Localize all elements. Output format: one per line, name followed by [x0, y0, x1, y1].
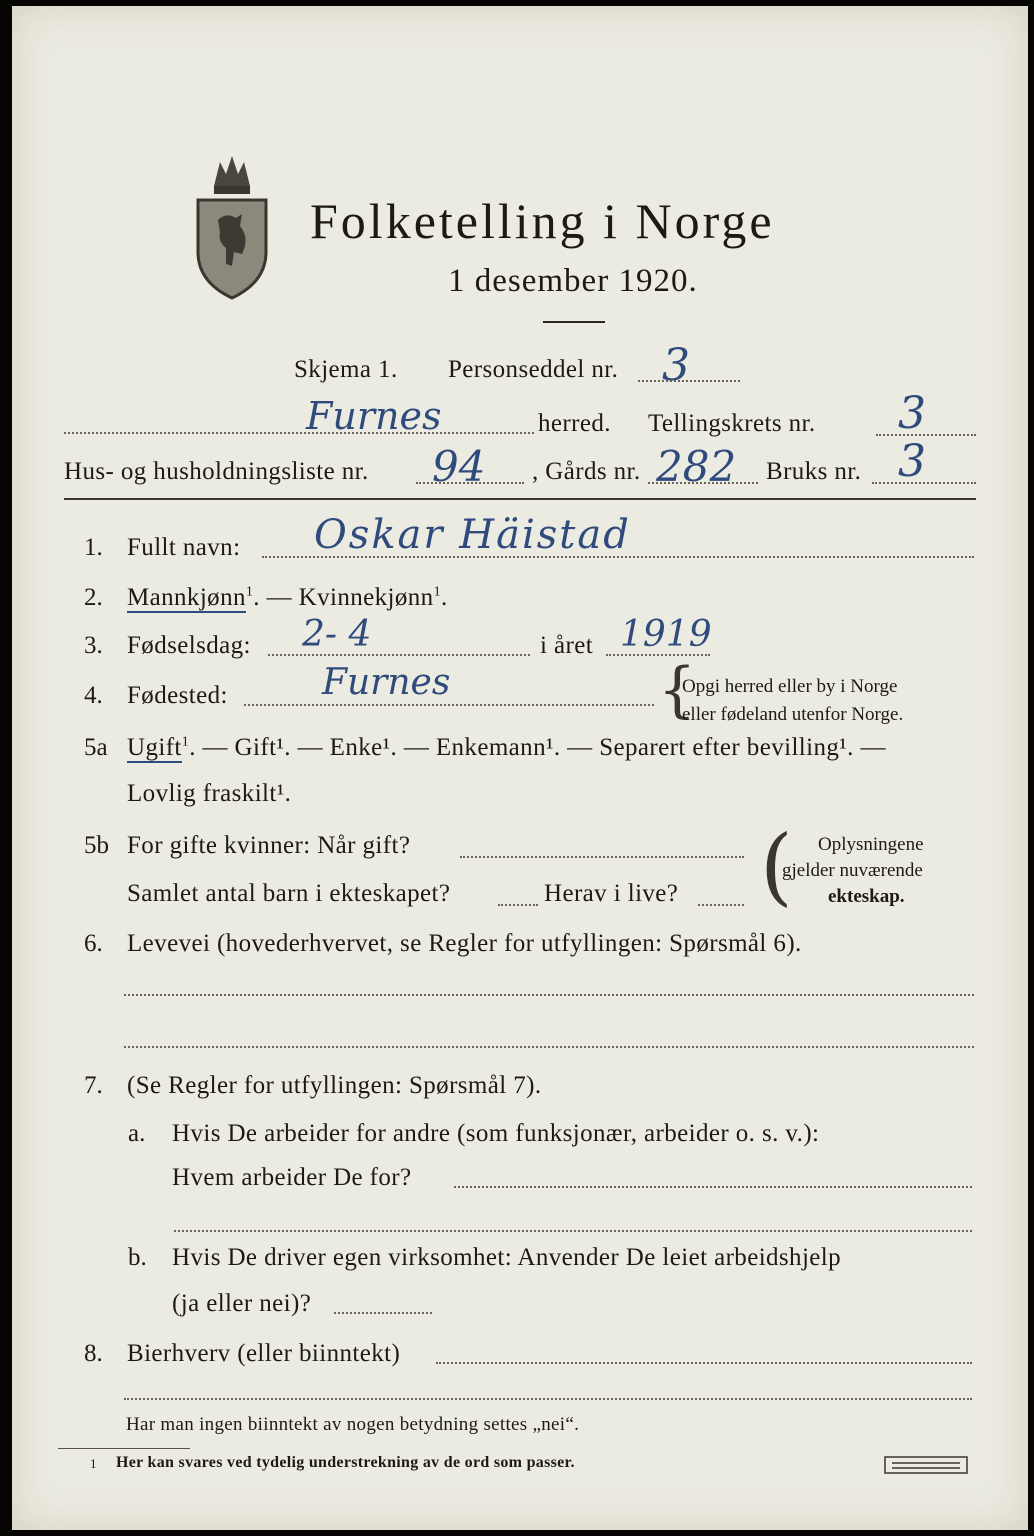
q2-number: 2.	[84, 584, 103, 611]
q4-number: 4.	[84, 682, 103, 709]
employer-label: Hvem arbeider De for?	[172, 1164, 412, 1191]
q7a-label: Hvis De arbeider for andre (som funksjonær, arbeider o. s. v.):	[172, 1120, 820, 1147]
q6-number: 6.	[84, 930, 103, 957]
form-title: Folketelling i Norge	[310, 193, 775, 249]
q5a-number: 5a	[84, 734, 108, 761]
birthyear-value[interactable]: 1919	[620, 614, 712, 655]
bruks-label: Bruks nr.	[766, 458, 862, 485]
census-form	[12, 6, 1028, 1530]
personseddel-field	[638, 380, 740, 382]
q7b-number: b.	[128, 1244, 147, 1271]
marital-note-2: gjelder nuværende	[782, 860, 923, 881]
note-brace: {	[658, 655, 697, 725]
census-date: 1 desember 1920.	[448, 263, 698, 299]
q7a-number: a.	[128, 1120, 146, 1147]
marital-unmarried-option[interactable]: Ugift	[127, 734, 182, 761]
sex-male-option[interactable]: Mannkjønn	[127, 584, 246, 611]
children-alive-field[interactable]	[698, 904, 744, 906]
bruks-field	[872, 482, 976, 484]
marital-other-options[interactable]: . — Gift¹. — Enke¹. — Enkemann¹. — Separert efter bevilling¹. —	[189, 734, 886, 761]
full-name-field	[262, 556, 974, 558]
marital-note-brace: (	[760, 817, 793, 915]
printer-stamp-icon	[884, 1456, 968, 1474]
employer-field-1[interactable]	[454, 1186, 972, 1188]
skjema-label: Skjema 1.	[294, 356, 398, 383]
employer-field-2[interactable]	[174, 1230, 972, 1232]
full-name-value[interactable]: Oskar Häistad	[314, 512, 631, 558]
q1-number: 1.	[84, 534, 103, 561]
q8-number: 8.	[84, 1340, 103, 1367]
birthyear-label: i året	[540, 632, 594, 659]
tellingskrets-value[interactable]: 3	[898, 388, 926, 439]
married-when-field[interactable]	[460, 856, 744, 858]
q3-number: 3.	[84, 632, 103, 659]
birthdate-label: Fødselsdag:	[127, 632, 251, 659]
side-income-field-2[interactable]	[124, 1398, 972, 1400]
children-total-label: Samlet antal barn i ekteskapet?	[127, 880, 451, 907]
herred-value[interactable]: Furnes	[306, 394, 442, 438]
children-total-field[interactable]	[498, 904, 538, 906]
q7-label: (Se Regler for utfyllingen: Spørsmål 7).	[127, 1072, 542, 1099]
occupation-field-2[interactable]	[124, 1046, 974, 1048]
gards-label: , Gårds nr.	[532, 458, 641, 485]
gards-value[interactable]: 282	[656, 442, 737, 491]
birthplace-value[interactable]: Furnes	[322, 662, 451, 703]
marital-note-3: ekteskap.	[828, 886, 905, 907]
marital-options: Ugift$^1$. — Gift¹. — Enke¹. — Enkemann¹. — Separert efter bevilling¹. —	[127, 734, 886, 761]
children-alive-label: Herav i live?	[544, 880, 679, 907]
birthplace-field	[244, 704, 654, 706]
birthplace-note-2: eller fødeland utenfor Norge.	[682, 704, 904, 725]
sex-options: Mannkjønn$^1$. — Kvinnekjønn$^1$.	[127, 584, 448, 611]
q7b-label: Hvis De driver egen virksomhet: Anvender De leiet arbeidshjelp	[172, 1244, 842, 1271]
occupation-label: Levevei (hovederhvervet, se Regler for utfyllingen: Spørsmål 6).	[127, 930, 802, 957]
husliste-label: Hus- og husholdningsliste nr.	[64, 458, 369, 485]
husliste-field	[416, 482, 524, 484]
occupation-field-1[interactable]	[124, 994, 974, 996]
birthplace-label: Fødested:	[127, 682, 228, 709]
header-divider	[64, 498, 976, 500]
husliste-value[interactable]: 94	[432, 442, 486, 491]
birthdate-field	[268, 654, 530, 656]
personseddel-value[interactable]: 3	[662, 340, 690, 391]
herred-label: herred.	[538, 410, 611, 437]
tellingskrets-label: Tellingskrets nr.	[648, 410, 816, 437]
gards-field	[648, 482, 758, 484]
footnote-text: Her kan svares ved tydelig understrekning av de ord som passer.	[116, 1454, 575, 1471]
q7-number: 7.	[84, 1072, 103, 1099]
marital-note-1: Oplysningene	[818, 834, 924, 855]
side-income-label: Bierhverv (eller biinntekt)	[127, 1340, 401, 1367]
herred-field	[64, 432, 534, 434]
side-income-field-1[interactable]	[436, 1362, 972, 1364]
footnote-divider	[58, 1448, 190, 1449]
personseddel-label: Personseddel nr.	[448, 356, 619, 383]
tellingskrets-field	[876, 434, 976, 436]
married-when-label: For gifte kvinner: Når gift?	[127, 832, 411, 859]
bruks-value[interactable]: 3	[898, 436, 926, 487]
norwegian-coat-of-arms-icon	[192, 142, 272, 302]
sex-female-option[interactable]: Kvinnekjønn	[298, 584, 434, 611]
hired-help-field[interactable]	[334, 1312, 432, 1314]
title-divider	[543, 321, 605, 323]
birthplace-note-1: Opgi herred eller by i Norge	[682, 676, 898, 697]
footnote-mark: 1	[90, 1456, 97, 1471]
side-income-note: Har man ingen biinntekt av nogen betydning settes „nei“.	[126, 1414, 580, 1435]
q5b-number: 5b	[84, 832, 109, 859]
marital-divorced-option[interactable]: Lovlig fraskilt¹.	[127, 780, 292, 807]
birthdate-value[interactable]: 2- 4	[302, 614, 372, 655]
full-name-label: Fullt navn:	[127, 534, 241, 561]
hired-help-label: (ja eller nei)?	[172, 1290, 312, 1317]
